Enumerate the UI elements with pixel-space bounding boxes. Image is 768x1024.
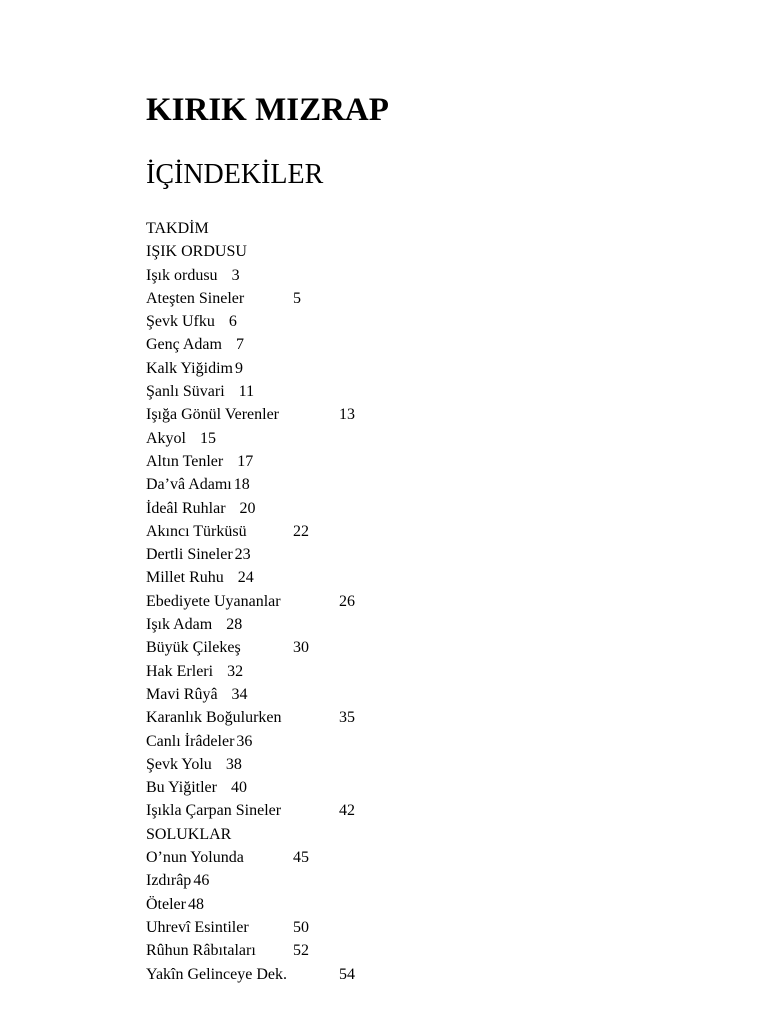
toc-entry [146,613,646,636]
toc-entry [146,963,646,986]
toc-entry [146,264,646,287]
toc-entry [146,893,646,916]
toc-entry [146,473,646,496]
toc-entry-page-number: 38 [225,755,242,773]
toc-entry-page-number: 6 [228,313,237,331]
toc-entry-page-number: 36 [236,732,253,750]
toc-entry [146,380,646,403]
toc-entry [146,869,646,892]
toc-entry [146,520,646,543]
toc-section-heading [146,823,646,846]
table-of-contents [146,217,646,986]
toc-entry-title: Işık Adam [146,616,213,634]
toc-entry-title: Işığa Gönül Verenler [146,406,279,424]
toc-entry [146,706,646,729]
toc-entry-title: Öteler [146,895,186,913]
toc-section-heading [146,217,646,240]
toc-entry-title: Büyük Çilekeş [146,639,241,657]
toc-entry-title: Karanlık Boğulurken [146,709,282,727]
toc-section-heading [146,240,646,263]
toc-entry-title: O’nun Yolunda [146,849,244,867]
toc-entry [146,939,646,962]
toc-entry-title: Uhrevî Esintiler [146,918,249,936]
toc-entry [146,357,646,380]
toc-entry-page-number: 48 [187,895,204,913]
toc-entry-page-number: 17 [237,452,254,470]
toc-entry [146,799,646,822]
toc-entry-title: Işıkla Çarpan Sineler [146,802,282,820]
book-title: KIRIK MIZRAP [146,92,389,128]
toc-entry-page-number: 3 [231,266,240,284]
toc-entry-page-number: 26 [339,592,355,610]
toc-entry [146,497,646,520]
toc-entry [146,683,646,706]
toc-entry-title: IŞIK ORDUSU [146,243,247,261]
toc-entry-page-number: 32 [227,662,244,680]
toc-entry-page-number: 40 [230,779,247,797]
toc-entry-page-number: 20 [239,499,256,517]
toc-entry [146,846,646,869]
toc-entry-page-number: 28 [226,616,243,634]
toc-entry-title: İdeâl Ruhlar [146,499,226,517]
toc-entry-page-number: 54 [339,965,355,983]
toc-entry-title: Kalk Yiğidim [146,359,233,377]
toc-entry-page-number: 34 [231,685,248,703]
toc-entry-title: Akyol [146,429,186,447]
toc-entry-page-number: 18 [233,476,250,494]
toc-entry-page-number: 23 [234,546,251,564]
toc-entry-title: SOLUKLAR [146,825,232,843]
toc-entry-page-number: 9 [234,359,243,377]
toc-entry-title: Mavi Rûyâ [146,685,218,703]
toc-entry-title: Şevk Ufku [146,313,215,331]
toc-entry-page-number: 45 [293,849,309,867]
toc-entry [146,333,646,356]
toc-entry-title: TAKDİM [146,220,209,237]
toc-entry-title: Rûhun Râbıtaları [146,942,256,960]
toc-entry-title: Şanlı Süvari [146,383,225,401]
toc-entry [146,590,646,613]
toc-entry [146,566,646,589]
toc-entry-title: Izdırâp [146,872,192,890]
toc-entry-page-number: 52 [293,942,309,960]
toc-entry [146,403,646,426]
toc-entry [146,916,646,939]
toc-entry-page-number: 22 [293,522,309,540]
toc-entry-page-number: 42 [339,802,355,820]
toc-entry [146,776,646,799]
toc-entry-page-number: 35 [339,709,355,727]
toc-entry-page-number: 15 [200,429,216,447]
toc-entry-page-number: 13 [339,406,355,424]
toc-entry-title: Akıncı Türküsü [146,522,247,540]
toc-entry [146,310,646,333]
toc-entry-title: Yakîn Gelinceye Dek. [146,965,288,983]
toc-entry [146,753,646,776]
toc-entry [146,660,646,683]
toc-entry-title: Ateşten Sineler [146,289,245,307]
toc-entry-title: Millet Ruhu [146,569,224,587]
toc-entry-title: Şevk Yolu [146,755,212,773]
toc-entry-title: Altın Tenler [146,452,224,470]
toc-entry-title: Bu Yiğitler [146,779,217,797]
toc-entry [146,730,646,753]
toc-entry-page-number: 5 [293,289,301,307]
toc-entry-title: Genç Adam [146,336,222,354]
toc-entry-page-number: 30 [293,639,309,657]
toc-entry-title: Da’vâ Adamı [146,476,232,494]
toc-entry [146,450,646,473]
toc-entry-title: Hak Erleri [146,662,214,680]
toc-entry-title: Ebediyete Uyananlar [146,592,281,610]
toc-entry-page-number: 11 [238,383,255,401]
toc-entry [146,543,646,566]
toc-entry [146,636,646,659]
toc-entry-title: Işık ordusu [146,266,218,284]
contents-heading: İÇİNDEKİLER [146,159,324,190]
toc-entry [146,287,646,310]
toc-entry-page-number: 7 [235,336,244,354]
toc-entry-page-number: 46 [193,872,210,890]
toc-entry-page-number: 24 [237,569,254,587]
toc-entry [146,427,646,450]
toc-entry-title: Canlı İrâdeler [146,732,235,750]
toc-entry-page-number: 50 [293,918,309,936]
toc-entry-title: Dertli Sineler [146,546,233,564]
